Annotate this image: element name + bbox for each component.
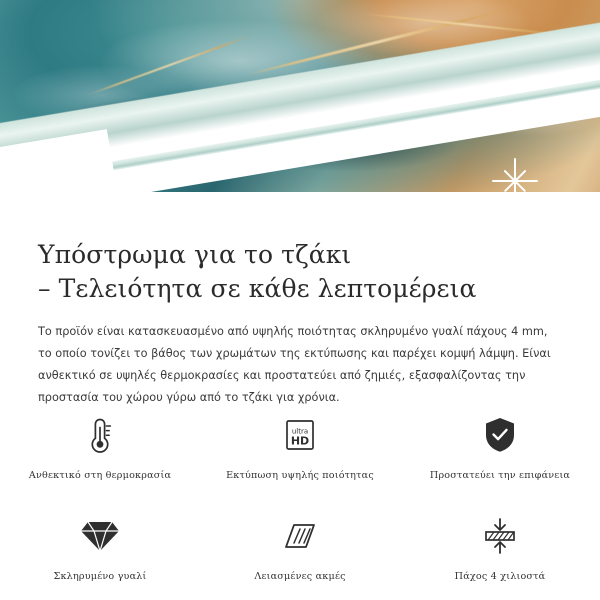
shield-check-icon — [473, 412, 527, 458]
body-paragraph: Το προϊόν είναι κατασκευασμένο από υψηλής ποιότητας σκληρυμένο γυαλί πάχους 4 mm, το οποίο τονίζει το βάθος των χρωμάτων της εκτύπωσης και παρέχει κομψή λάμψη. Είναι ανθεκτικό σε υψηλές θερμοκρασίες και προστατεύει από ζημιές, εξασφαλίζοντας την προστασία του χώρου γύρω από το τζάκι για χρόνια. — [38, 325, 551, 405]
text-content — [0, 218, 600, 409]
thermometer-icon — [73, 412, 127, 458]
feature-row-1 — [0, 406, 600, 481]
feature-label: Εκτύπωση υψηλής ποιότητας — [226, 470, 374, 481]
feature-label: Πάχος 4 χιλιοστά — [454, 571, 546, 582]
feature-polished-edges — [200, 507, 400, 582]
image-bottom-fade — [0, 192, 600, 218]
diamond-icon — [73, 513, 127, 559]
feature-print-quality — [200, 406, 400, 481]
feature-label: Σκληρυμένο γυαλί — [53, 571, 147, 582]
ultra-hd-icon — [273, 412, 327, 458]
svg-text:ultra: ultra — [291, 427, 309, 436]
feature-list — [0, 406, 600, 582]
thickness-arrows-icon — [473, 513, 527, 559]
headline-line-2: – Τελειότητα σε κάθε λεπτομέρεια — [38, 273, 477, 303]
page-title — [0, 218, 600, 305]
feature-label: Ανθεκτικό στη θερμοκρασία — [28, 470, 172, 481]
svg-text:HD: HD — [290, 434, 310, 448]
feature-label: Προστατεύει την επιφάνεια — [429, 470, 571, 481]
feature-row-2 — [0, 507, 600, 582]
hero-product-image — [0, 0, 600, 218]
feature-thickness — [400, 507, 600, 582]
headline-line-1: Υπόστρωμα για το τζάκι — [38, 240, 352, 269]
feature-heat-resistant — [0, 406, 200, 481]
feature-tempered-glass — [0, 507, 200, 582]
polished-edges-icon — [273, 513, 327, 559]
feature-surface-protection — [400, 406, 600, 481]
artwork-canvas — [0, 0, 600, 218]
feature-label: Λειασμένες ακμές — [254, 571, 346, 582]
